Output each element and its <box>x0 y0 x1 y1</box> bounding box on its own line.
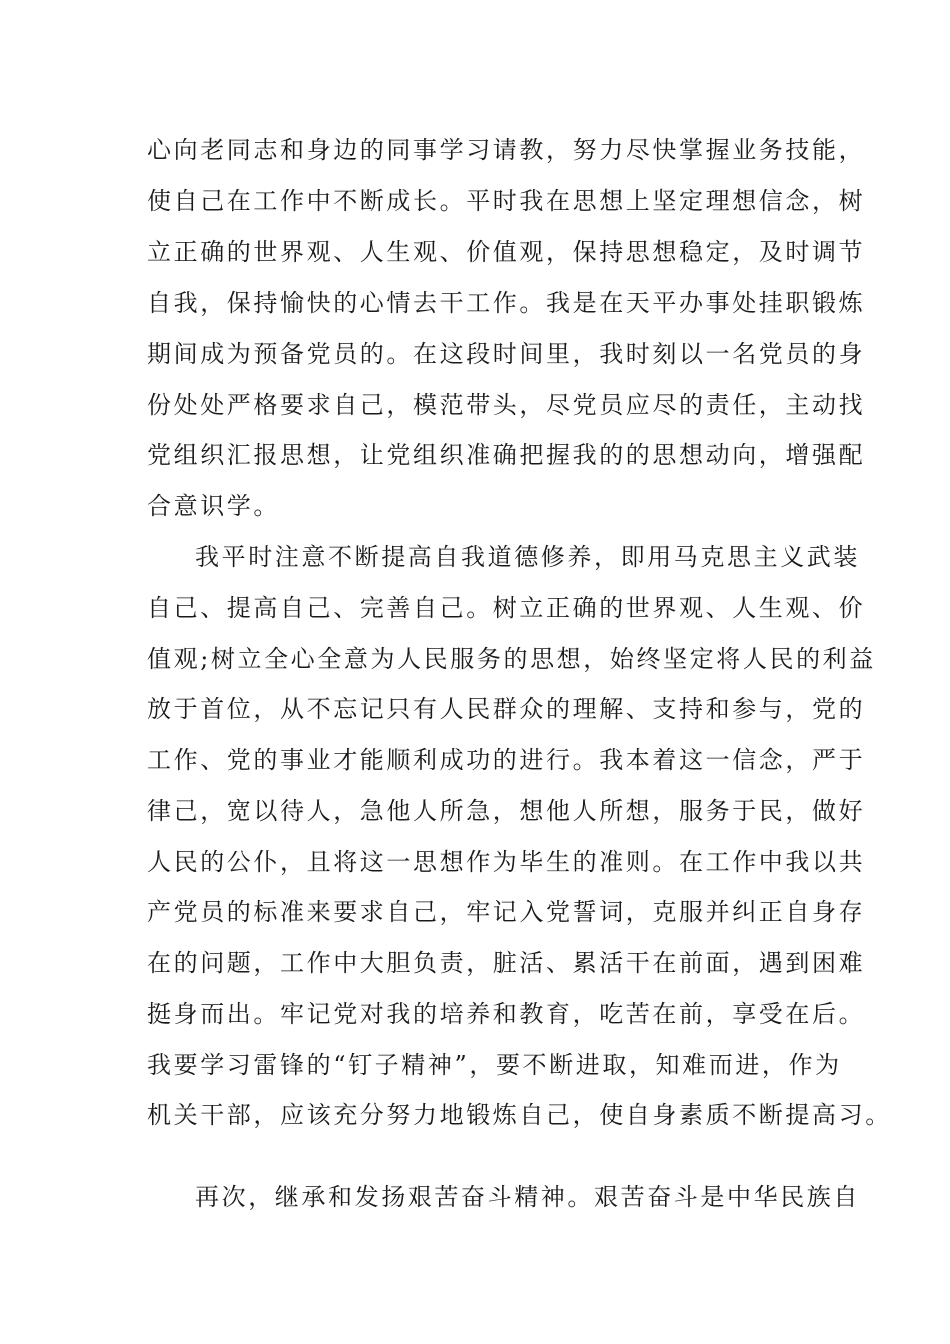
text-line: 份处处严格要求自己，模范带头，尽党员应尽的责任，主动找 <box>147 391 866 419</box>
text-line: 自己、提高自己、完善自己。树立正确的世界观、人生观、价 <box>147 594 866 622</box>
text-line: 机关干部，应该充分努力地锻炼自己，使自身素质不断提高习。 <box>147 1101 892 1129</box>
text-line: 值观;树立全心全意为人民服务的思想，始终坚定将人民的利益 <box>147 645 876 673</box>
text-line: 使自己在工作中不断成长。平时我在思想上坚定理想信念，树 <box>147 187 866 215</box>
text-line: 挺身而出。牢记党对我的培养和教育，吃苦在前，享受在后。 <box>147 1000 866 1028</box>
text-line: 人民的公仆，且将这一思想作为毕生的准则。在工作中我以共 <box>147 848 866 876</box>
text-line: 工作、党的事业才能顺利成功的进行。我本着这一信念，严于 <box>147 746 866 774</box>
text-line: 自我，保持愉快的心情去干工作。我是在天平办事处挂职锻炼 <box>147 289 866 317</box>
text-line: 立正确的世界观、人生观、价值观，保持思想稳定，及时调节 <box>147 238 866 266</box>
text-line: 在的问题，工作中大胆负责，脏活、累活干在前面，遇到困难 <box>147 949 866 977</box>
paragraph-first-line: 我平时注意不断提高自我道德修养，即用马克思主义武装 <box>195 543 860 571</box>
text-line: 产党员的标准来要求自己，牢记入党誓词，克服并纠正自身存 <box>147 898 866 926</box>
text-line: 期间成为预备党员的。在这段时间里，我时刻以一名党员的身 <box>147 340 866 368</box>
text-line: 心向老同志和身边的同事学习请教，努力尽快掌握业务技能， <box>147 136 866 164</box>
text-line: 律己，宽以待人，急他人所急，想他人所想，服务于民，做好 <box>147 797 866 825</box>
text-line: 我要学习雷锋的“钉子精神”，要不断进取，知难而进，作为 <box>147 1051 842 1079</box>
text-line: 合意识学。 <box>147 492 280 520</box>
paragraph-first-line: 再次，继承和发扬艰苦奋斗精神。艰苦奋斗是中华民族自 <box>195 1183 860 1211</box>
text-line: 党组织汇报思想，让党组织准确把握我的的思想动向，增强配 <box>147 441 866 469</box>
text-line: 放于首位，从不忘记只有人民群众的理解、支持和参与，党的 <box>147 695 866 723</box>
